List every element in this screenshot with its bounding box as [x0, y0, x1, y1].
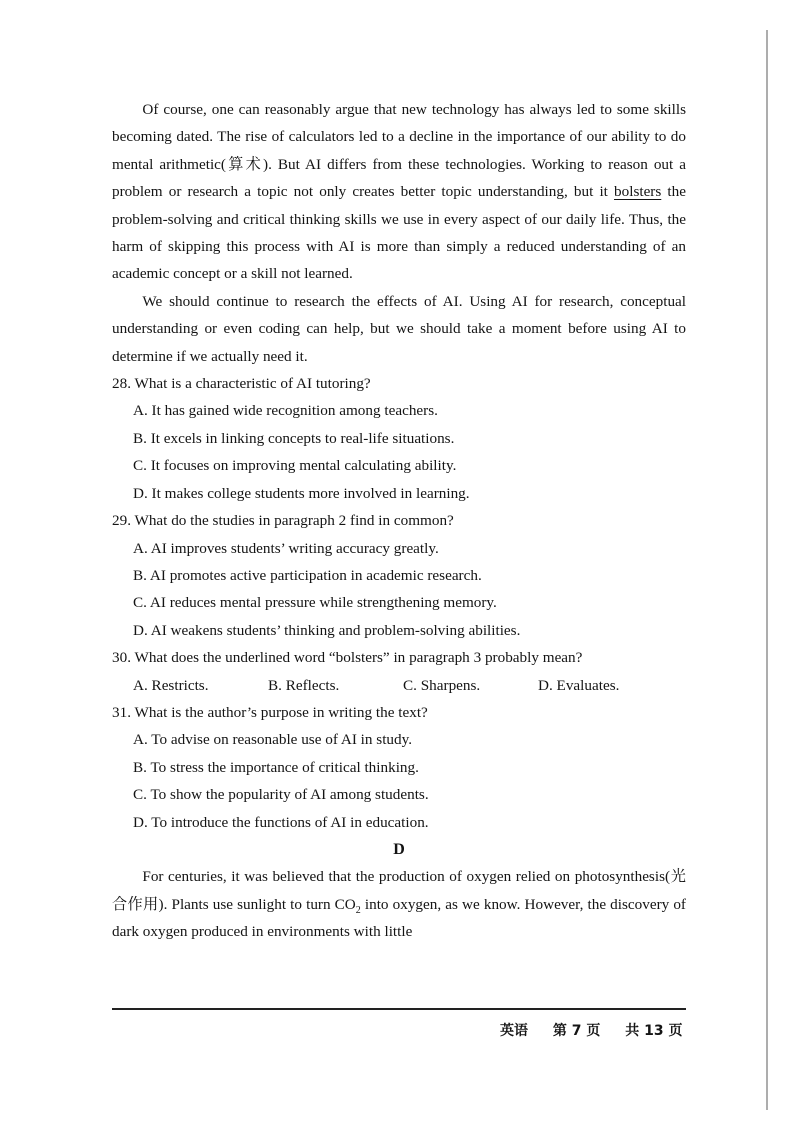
footer-subject: 英语 [500, 1023, 528, 1039]
option-b: B. To stress the importance of critical thinking. [133, 758, 419, 776]
option-d: D. Evaluates. [538, 676, 620, 694]
option-c: C. Sharpens. [403, 676, 481, 694]
option-b: B. Reflects. [268, 676, 340, 694]
page-footer [500, 1020, 700, 1040]
question-31 [112, 699, 686, 836]
footer-page-number: 第 7 页 [552, 1023, 601, 1039]
option-a: A. To advise on reasonable use of AI in study. [133, 731, 413, 749]
options-row [133, 672, 686, 699]
question-29 [112, 507, 686, 644]
section-heading-d: D [393, 840, 405, 858]
option-a: A. Restricts. [133, 676, 209, 694]
option-b: B. AI promotes active participation in academic research. [133, 566, 482, 584]
underlined-word-bolsters: bolsters [614, 183, 662, 201]
paragraph-of-course: Of course, one can reasonably argue that new technology has always led to some skills becoming dated. The rise of calculators led to a decline in the importance of our ability to do mental arithmetic(算术). But AI differs from these technologies. Working to reason out a problem or research a topic not only creates better topic understanding, but it bolsters the problem-solving and critical thinking skills we use in every aspect of our daily life. Thus, the harm of skipping this process with AI is more than simply a reduced understanding of an academic concept or a skill not learned. [112, 101, 686, 283]
question-stem: 29. What do the studies in paragraph 2 find in common? [112, 512, 454, 530]
question-28 [112, 370, 686, 507]
option-b: B. It excels in linking concepts to real-life situations. [133, 429, 455, 447]
footer-rule [112, 1008, 686, 1010]
option-a: A. AI improves students’ writing accuracy greatly. [133, 539, 439, 557]
page-content [112, 96, 686, 946]
question-stem: 31. What is the author’s purpose in writing the text? [112, 703, 428, 721]
option-d: D. To introduce the functions of AI in education. [133, 813, 429, 831]
option-c: C. To show the popularity of AI among students. [133, 786, 429, 804]
paragraph-centuries: For centuries, it was believed that the production of oxygen relied on photosynthesis(光合作用). Plants use sunlight to turn $CO_2$ into oxygen, as we know. However, the discovery of dark oxygen produced in environments with little [112, 868, 686, 941]
question-30 [112, 644, 686, 699]
option-c: C. It focuses on improving mental calculating ability. [133, 457, 457, 475]
question-stem: 28. What is a characteristic of AI tutoring? [112, 375, 371, 393]
option-a: A. It has gained wide recognition among teachers. [133, 402, 438, 420]
question-stem: 30. What does the underlined word “bolsters” in paragraph 3 probably mean? [112, 649, 583, 667]
paragraph-continue-research: We should continue to research the effects of AI. Using AI for research, conceptual understanding or even coding can help, but we should take a moment before using AI to determine if we actually need it. [112, 292, 686, 365]
footer-total-pages: 共 13 页 [625, 1023, 683, 1039]
option-d: D. AI weakens students’ thinking and problem-solving abilities. [133, 621, 521, 639]
scan-edge-line [766, 30, 768, 1110]
option-c: C. AI reduces mental pressure while strengthening memory. [133, 594, 497, 612]
option-d: D. It makes college students more involved in learning. [133, 484, 470, 502]
